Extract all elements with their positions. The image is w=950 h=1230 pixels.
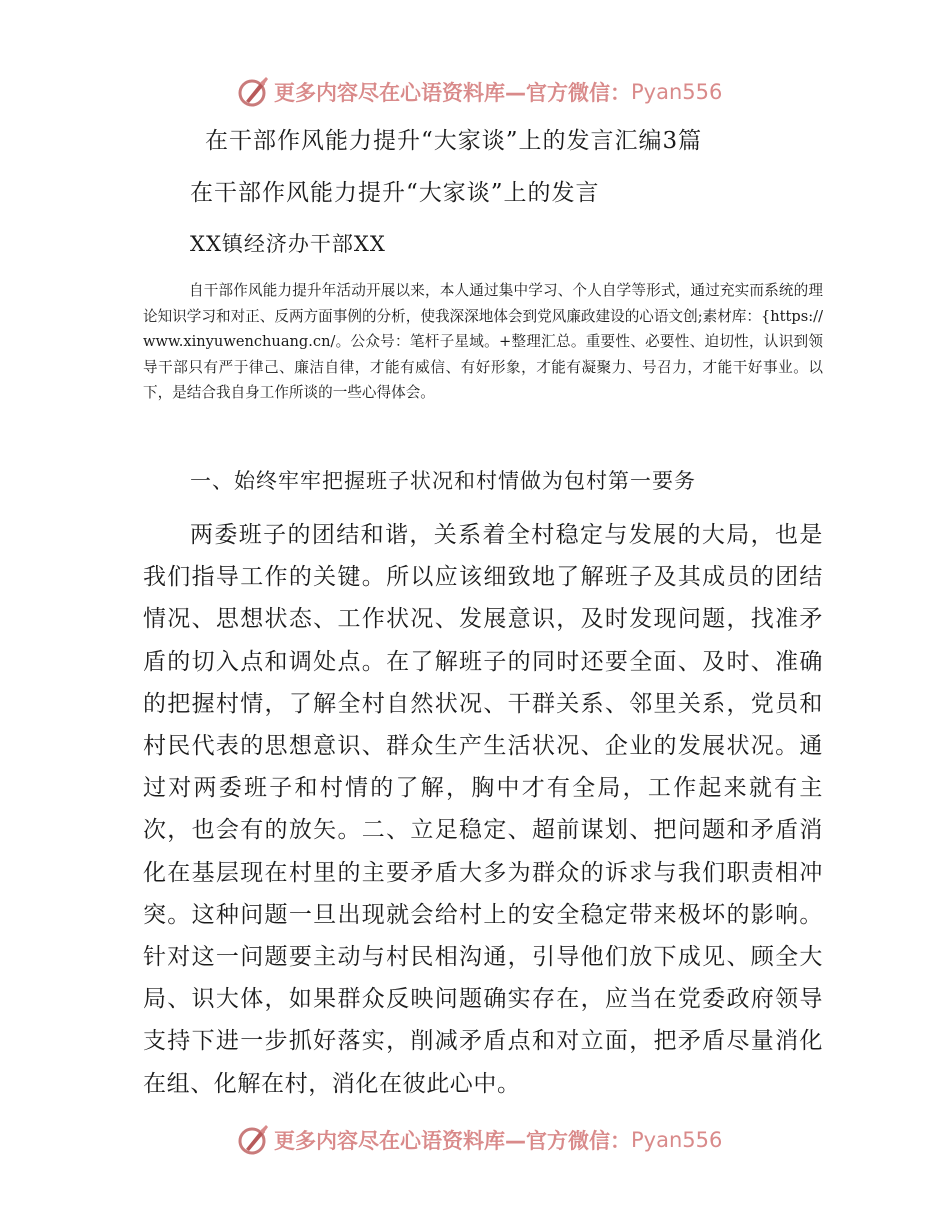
quill-pen-logo-icon bbox=[236, 75, 270, 109]
watermark-wechat-id: Pyan556 bbox=[631, 1128, 723, 1152]
header-watermark bbox=[236, 72, 722, 112]
document-subtitle: 在干部作风能力提升“大家谈”上的发言 bbox=[190, 180, 600, 206]
document-title: 在干部作风能力提升“大家谈”上的发言汇编3篇 bbox=[205, 128, 703, 154]
quill-pen-logo-icon bbox=[236, 1123, 270, 1157]
watermark-wechat-id: Pyan556 bbox=[631, 80, 723, 104]
watermark-text: 更多内容尽在心语资料库—官方微信： bbox=[274, 81, 631, 105]
watermark-text: 更多内容尽在心语资料库—官方微信： bbox=[274, 1129, 631, 1153]
intro-paragraph: 自干部作风能力提升年活动开展以来，本人通过集中学习、个人自学等形式，通过充实而系统的理论知识学习和对正、反两方面事例的分析，使我深深地体会到党风廉政建设的心语文创;素材库：{https://www.xinyuwenchuang.cn/。公众号：笔杆子星域。+整理汇总。重要性、必要性、迫切性，认识到领导干部只有严于律己、廉洁自律，才能有威信、有好形象，才能有凝聚力、号召力，才能干好事业。以下，是结合我自身工作所谈的一些心得体会。 bbox=[143, 282, 823, 401]
footer-watermark bbox=[236, 1120, 722, 1160]
body-paragraph: 两委班子的团结和谐，关系着全村稳定与发展的大局，也是我们指导工作的关键。所以应该细致地了解班子及其成员的团结情况、思想状态、工作状况、发展意识，及时发现问题，找准矛盾的切入点和调处点。在了解班子的同时还要全面、及时、准确的把握村情，了解全村自然状况、干群关系、邻里关系，党员和村民代表的思想意识、群众生产生活状况、企业的发展状况。通过对两委班子和村情的了解，胸中才有全局，工作起来就有主次，也会有的放矢。二、立足稳定、超前谋划、把问题和矛盾消化在基层现在村里的主要矛盾大多为群众的诉求与我们职责相冲突。这种问题一旦出现就会给村上的安全稳定带来极坏的影响。针对这一问题要主动与村民相沟通，引导他们放下成见、顾全大局、识大体，如果群众反映问题确实存在，应当在党委政府领导支持下进一步抓好落实，削减矛盾点和对立面，把矛盾尽量消化在组、化解在村，消化在彼此心中。 bbox=[143, 522, 823, 1097]
section-heading-1: 一、始终牢牢把握班子状况和村情做为包村第一要务 bbox=[190, 469, 696, 493]
document-author: XX镇经济办干部XX bbox=[190, 232, 386, 256]
